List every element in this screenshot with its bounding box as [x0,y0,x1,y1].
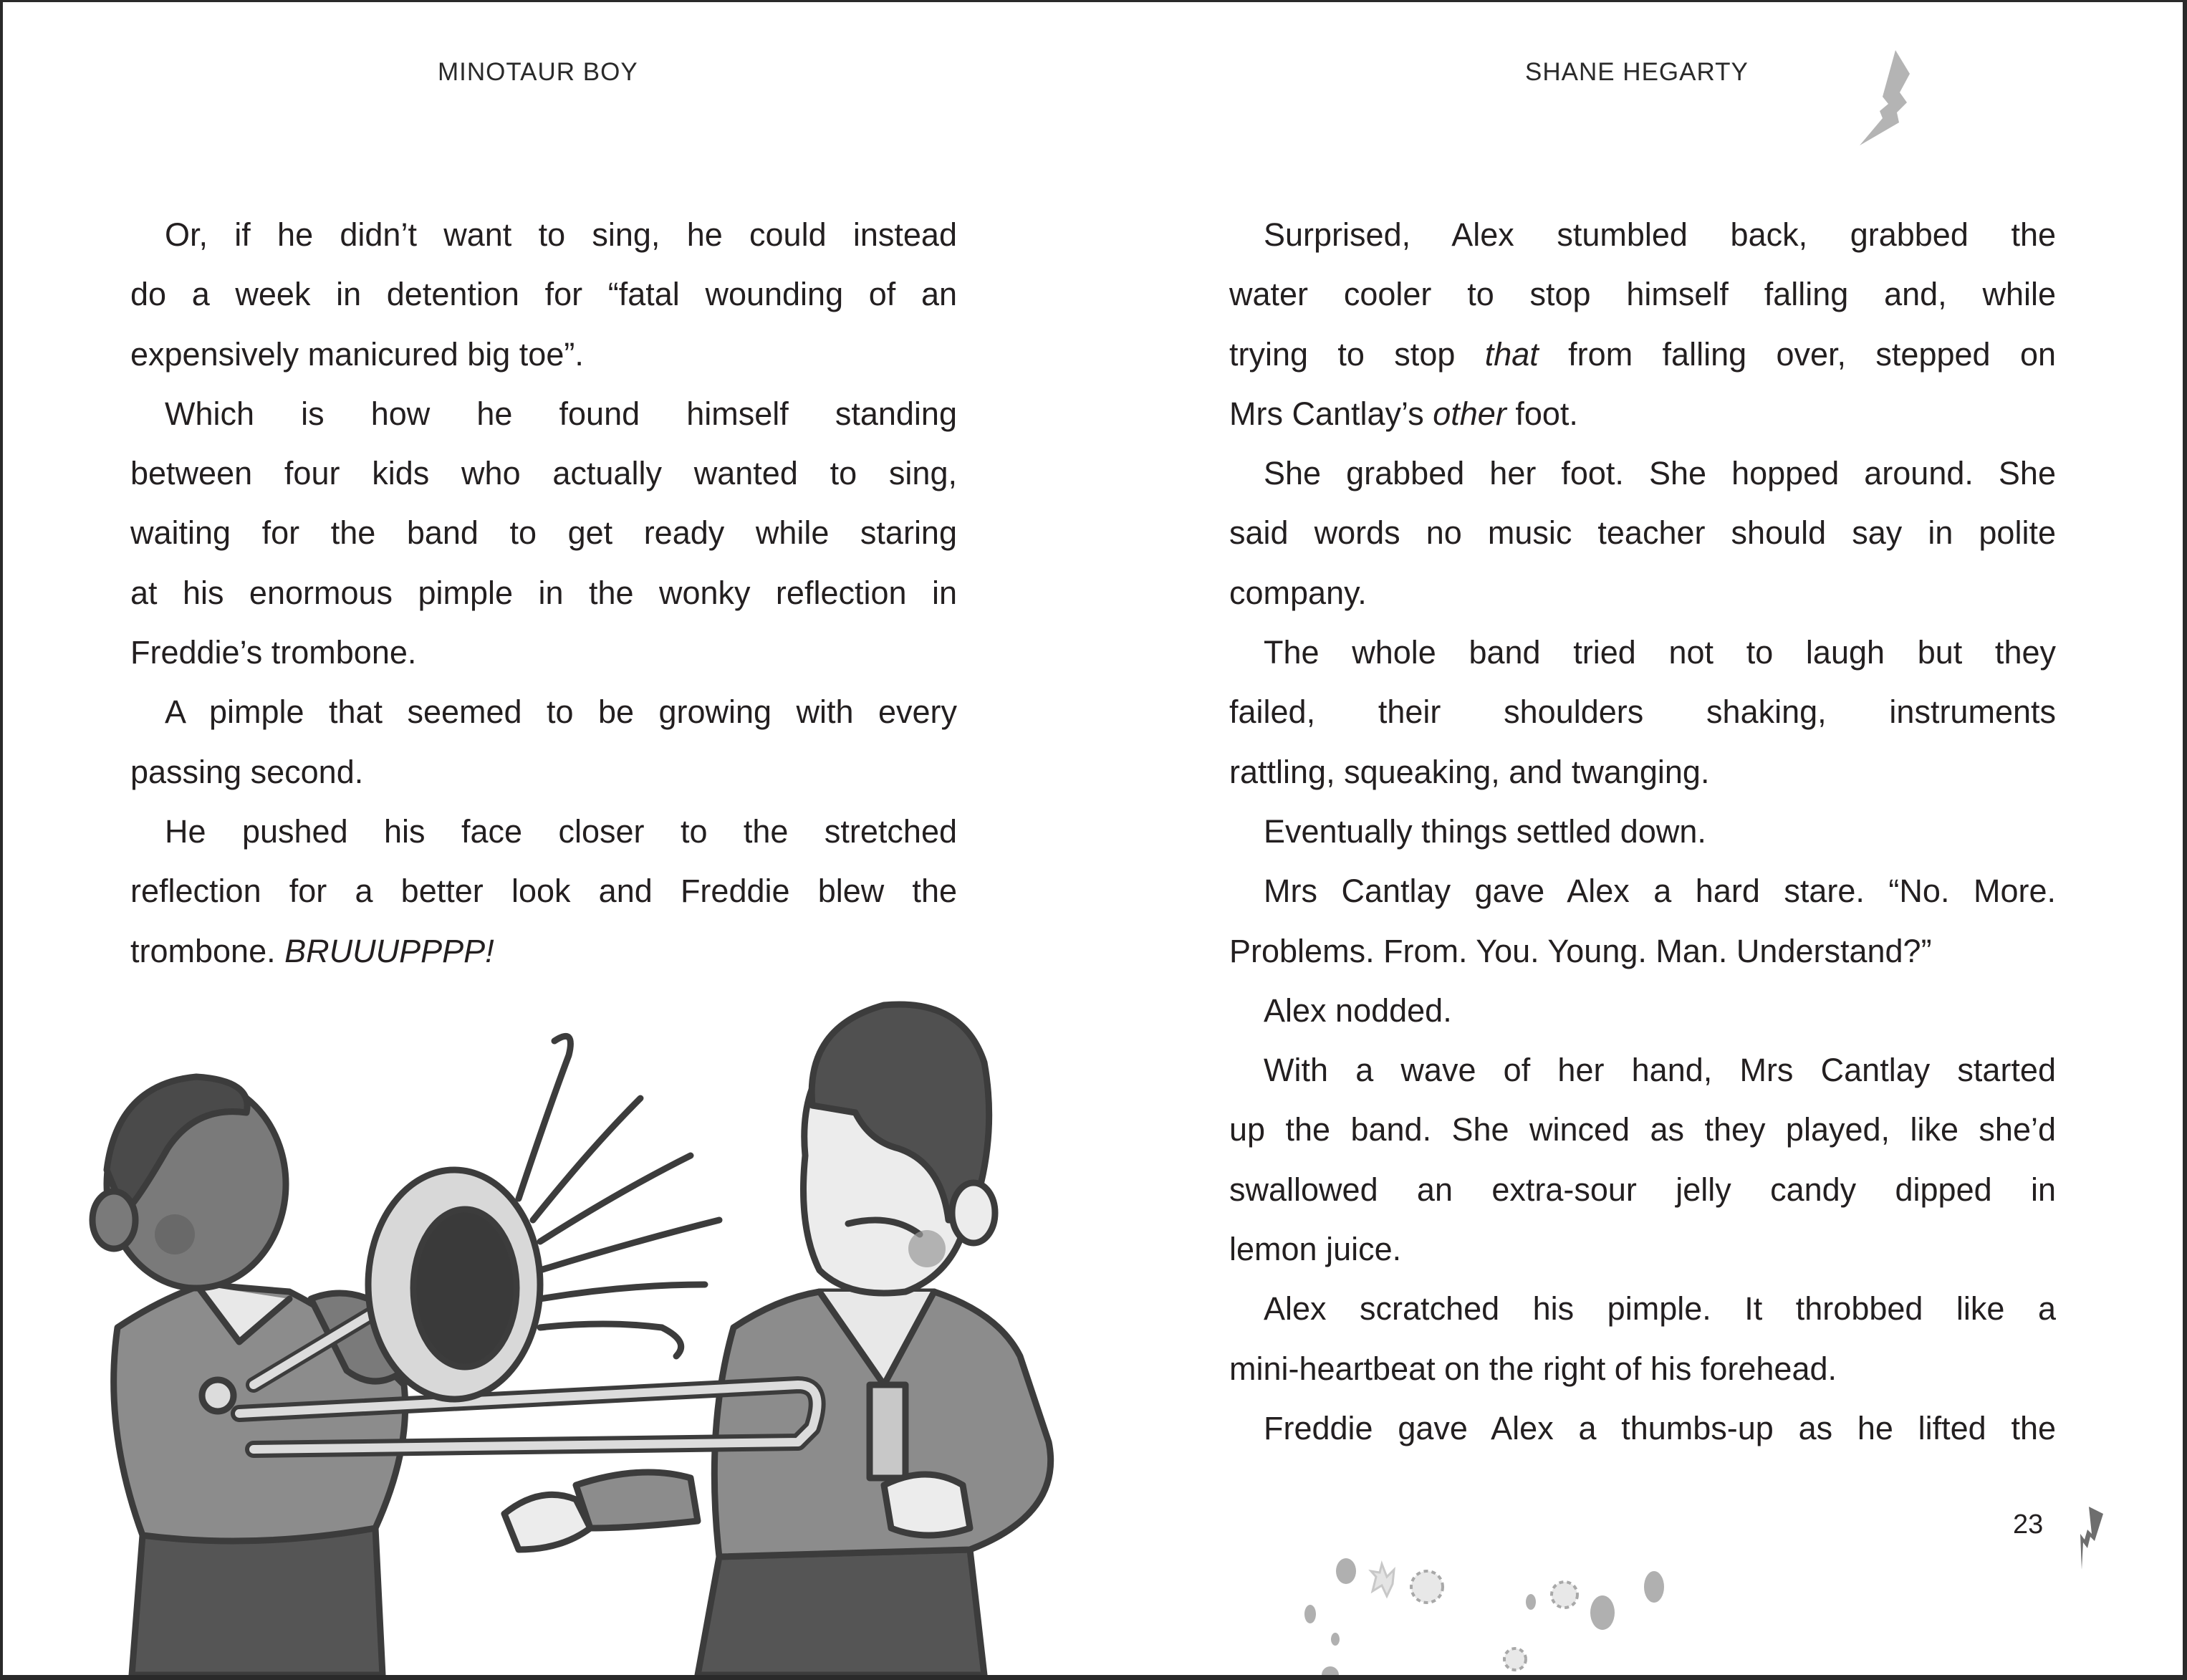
text-line [130,921,957,981]
text-line: between four kids who actually wanted to sing, [130,455,957,492]
text-line [1229,384,2056,443]
text-line: A pimple that seemed to be growing with every [165,693,957,731]
text-line: With a wave of her hand, Mrs Cantlay started [1264,1052,2056,1089]
lightning-bolt-icon [1851,47,1951,145]
text-line: Problems. From. You. Young. Man. Understand?” [1229,932,1932,969]
text-run: foot. [1506,395,1578,432]
lightning-bolt-icon [2079,1505,2105,1571]
sparkle-decoration [1292,1542,1951,1675]
sound-effect-text: BRUUUPPPP! [284,932,494,969]
text-line: failed, their shoulders shaking, instruments [1229,693,2056,731]
text-line: water cooler to stop himself falling and, while [1229,276,2056,313]
text-line: company. [1229,574,1367,611]
text-line: passing second. [130,753,364,790]
text-line: Eventually things settled down. [1264,812,1706,850]
text-line: Alex scratched his pimple. It throbbed like a [1264,1290,2056,1328]
trombone-illustration [74,984,1092,1675]
text-line: She grabbed her foot. She hopped around. She [1264,455,2056,492]
text-line: rattling, squeaking, and twanging. [1229,753,1710,790]
emphasis-text: that [1484,335,1539,373]
text-line: reflection for a better look and Freddie blew the [130,873,957,910]
text-line: He pushed his face closer to the stretched [165,812,957,850]
text-line: Surprised, Alex stumbled back, grabbed the [1264,216,2056,253]
text-line: at his enormous pimple in the wonky reflection in [130,574,957,611]
book-spread [3,2,2183,1675]
text-line: lemon juice. [1229,1231,1402,1268]
running-head-author: SHANE HEGARTY [1525,58,1749,86]
text-run: trombone. [130,932,285,969]
text-line: mini-heartbeat on the right of his forehead. [1229,1350,1837,1387]
text-line: swallowed an extra-sour jelly candy dipped in [1229,1171,2056,1208]
text-line: up the band. She winced as they played, like she’d [1229,1111,2056,1148]
text-line: expensively manicured big toe”. [130,335,584,373]
text-line: waiting for the band to get ready while staring [130,514,957,552]
text-line: Freddie’s trombone. [130,634,417,671]
text-line: Which is how he found himself standing [165,395,957,432]
text-line: Freddie gave Alex a thumbs-up as he lifted the [1264,1409,2056,1446]
emphasis-text: other [1433,395,1506,432]
text-line: The whole band tried not to laugh but they [1264,634,2056,671]
text-line: do a week in detention for “fatal wounding of an [130,276,957,313]
right-page-body [1229,205,2056,1458]
text-run: from falling over, stepped on [1538,335,2056,373]
text-run: Mrs Cantlay’s [1229,395,1433,432]
left-page-body [130,205,957,981]
text-line [1229,325,2056,384]
text-line: said words no music teacher should say in polite [1229,514,2056,552]
running-head-title: MINOTAUR BOY [438,58,638,86]
text-line: Alex nodded. [1264,992,1452,1029]
text-run: trying to stop [1229,335,1485,373]
text-line: Or, if he didn’t want to sing, he could instead [165,216,957,253]
text-line: Mrs Cantlay gave Alex a hard stare. “No. More. [1264,873,2056,910]
page-number: 23 [2013,1509,2044,1540]
